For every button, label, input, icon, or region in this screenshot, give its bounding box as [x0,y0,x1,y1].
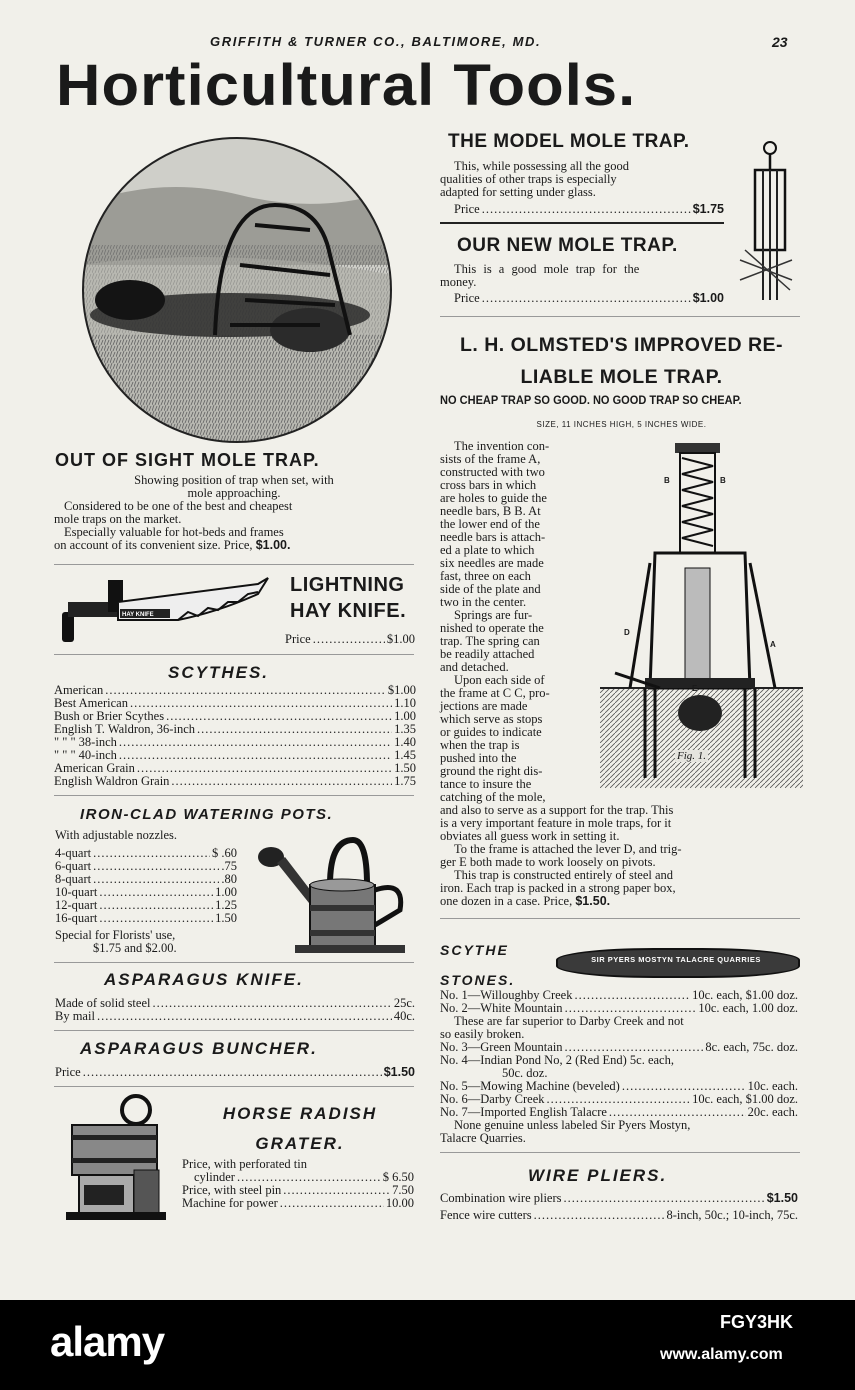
item-price: 1.00 [215,885,237,899]
item-name: Price, with perforated tin [182,1157,307,1171]
divider [54,795,414,796]
alamy-logo: alamy [50,1318,165,1365]
horse-radish-title [190,1099,410,1159]
olmsted-narrow-text [440,440,595,804]
item-price: 1.40 [394,735,416,749]
divider [440,1152,800,1153]
leader-dots [166,710,392,723]
leader-dots [99,912,213,925]
wire-pliers-title: WIRE PLIERS. [528,1166,668,1185]
olmsted-last-text: one dozen in a case. Price, [440,894,573,908]
stones-line: No. 4—Indian Pond No, 2 (Red End) 5c. each, [440,1053,674,1067]
olmsted-text-line: pushed into the [440,751,517,765]
olmsted-text-line: needle bars is attach- [440,530,546,544]
item-price: 1.75 [394,774,416,788]
olmsted-text-line: To the frame is attached the lever D, and trig- [454,842,682,856]
olmsted-text-line: when the trap is [440,738,520,752]
olmsted-text-line: needle bars, B B. At [440,504,541,518]
image-code: FGY3HK [720,1312,794,1332]
model-trap-desc [440,160,725,199]
out-of-sight-line: Showing position of trap when set, with [134,473,334,487]
out-of-sight-line [54,539,414,552]
stones-group [440,1080,798,1119]
olmsted-label-b-right: B [720,476,726,485]
model-trap-desc-line: qualities of other traps is especially [440,172,617,186]
item-name: 10-quart [55,885,98,899]
asparagus-knife-row [55,1010,415,1023]
olmsted-label-d: D [624,628,630,637]
item-price: $1.00 [387,683,416,697]
watering-pots-title: IRON-CLAD WATERING POTS. [80,806,334,823]
leader-dots [283,1184,390,1197]
model-trap-price: $1.75 [692,202,724,216]
asparagus-buncher-price: $1.50 [383,1065,415,1079]
scythe-stone-label: SIR PYERS MOSTYN TALACRE QUARRIES [591,955,761,964]
out-of-sight-line: mole approaching. [187,486,281,500]
leader-dots [119,736,392,749]
olmsted-price: $1.50. [575,894,611,908]
olmsted-text-line: nished to operate the [440,621,544,635]
divider [54,1086,414,1087]
new-trap-desc [440,263,725,289]
item-name: No. 2—White Mountain [440,1001,563,1015]
asparagus-knife-title: ASPARAGUS KNIFE. [104,970,304,989]
watering-can-illustration [255,835,410,957]
item-name: 4-quart [55,846,92,860]
new-trap-price: $1.00 [692,291,724,305]
item-price: 40c. [393,1009,415,1023]
out-of-sight-price-text: on account of its convenient size. Price, [54,538,253,552]
olmsted-title-line: LIABLE MOLE TRAP. [520,366,723,388]
item-name: Machine for power [182,1196,278,1210]
item-name: English Waldron Grain [54,774,170,788]
divider [54,962,414,963]
olmsted-text-line: six needles are made [440,556,544,570]
page-number: 23 [772,34,788,50]
new-trap-price-row [454,292,724,305]
hay-knife-blade-text: HAY KNIFE [122,612,154,618]
olmsted-size: SIZE, 11 INCHES HIGH, 5 INCHES WIDE. [536,420,707,429]
item-price: 1.00 [394,709,416,723]
watering-list [55,847,237,925]
model-trap-price-row [454,203,724,216]
watering-pot-row [55,912,237,925]
olmsted-text-line: the frame at C C, pro- [440,686,550,700]
item-price: 1.50 [394,761,416,775]
leader-dots [137,762,392,775]
item-price: 1.50 [215,911,237,925]
fence-cutters-name: Fence wire cutters [440,1208,532,1222]
item-price: .75 [221,859,237,873]
olmsted-text-line: The invention con- [454,439,550,453]
item-price: 7.50 [392,1183,414,1197]
watering-special-line: Special for Florists' use, [55,928,176,942]
watermark-footer [0,1300,855,1390]
olmsted-text-line: jections are made [440,699,528,713]
leader-dots [93,860,219,873]
wire-pliers-row [440,1192,798,1205]
olmsted-text-line: tance to insure the [440,777,532,791]
olmsted-text-line: constructed with two [440,465,545,479]
divider [440,222,724,224]
item-name: American Grain [54,761,135,775]
out-of-sight-line: Considered to be one of the best and cheapest [64,499,293,513]
olmsted-title [440,329,803,393]
olmsted-label-e: E [692,684,698,693]
watering-special [55,929,177,955]
leader-dots [197,723,392,736]
asparagus-buncher-price-row [55,1066,415,1079]
olmsted-mole-trap-illustration [600,438,803,788]
scythe-stones-title-line: STONES. [440,972,516,988]
out-of-sight-trap-illustration [80,135,394,445]
olmsted-text-line: two in the center. [440,595,527,609]
item-price: 1.25 [215,898,237,912]
leader-dots [152,997,391,1010]
olmsted-text-line: are holes to guide the [440,491,547,505]
horse-radish-title-line: HORSE RADISH [222,1104,378,1123]
watering-subtitle: With adjustable nozzles. [55,828,178,842]
item-price: 10.00 [385,1196,414,1210]
leader-dots [574,989,690,1002]
item-price: 1.10 [394,696,416,710]
item-name: No. 7—Imported English Talacre [440,1105,607,1119]
divider [54,1030,414,1031]
olmsted-slogan: NO CHEAP TRAP SO GOOD. NO GOOD TRAP SO CHEAP. [440,393,742,407]
item-price: $ .60 [212,846,237,860]
olmsted-text-line: sists of the frame A, [440,452,541,466]
stones-line: 50c. doz. [502,1066,548,1080]
olmsted-text-line: Upon each side of [454,673,545,687]
leader-dots [280,1197,384,1210]
hay-knife-price: $1.00 [386,632,415,646]
scythes-list [54,684,416,788]
item-price: 20c. each. [747,1105,798,1119]
new-trap-price-label: Price [454,291,480,305]
item-name: Bush or Brier Scythes [54,709,165,723]
scythe-stones-title [440,935,515,995]
item-name: " " " 38-inch [54,735,117,749]
hay-knife-price-label: Price [285,632,311,646]
olmsted-wide-text [440,804,800,895]
item-name: English T. Waldron, 36-inch [54,722,195,736]
olmsted-text-line: be readily attached [440,647,535,661]
hay-knife-illustration [58,572,273,647]
item-price: .80 [221,872,237,886]
item-name: 16-quart [55,911,98,925]
divider [54,564,414,565]
item-name: No. 5—Mowing Machine (beveled) [440,1079,620,1093]
olmsted-label-a: A [770,640,776,649]
scythe-stones-list [440,989,798,1145]
new-trap-desc-line: This is a good mole trap for the [454,262,640,276]
asparagus-buncher-price-label: Price [55,1065,81,1079]
item-name: Made of solid steel [55,996,151,1010]
asparagus-buncher-title: ASPARAGUS BUNCHER. [80,1039,318,1058]
olmsted-text-line: ed a plate to which [440,543,535,557]
olmsted-figure-label: Fig. 1. [677,750,707,762]
leader-dots [99,899,213,912]
olmsted-text-line: and also to serve as a support for the trap. This [440,803,674,817]
scythe-row [54,775,416,788]
item-name: Price, with steel pin [182,1183,282,1197]
olmsted-text-line: This trap is constructed entirely of steel and [454,868,674,882]
leader-dots [119,749,392,762]
asparagus-knife-list [55,997,415,1023]
olmsted-text-line: which serve as stops [440,712,543,726]
olmsted-text-line: cross bars in which [440,478,537,492]
hay-knife-title [290,572,406,624]
fence-cutters-row [440,1209,798,1222]
olmsted-text-line: is a very important feature in mole traps, for it [440,816,672,830]
new-trap-title: OUR NEW MOLE TRAP. [457,235,678,256]
out-of-sight-desc [54,474,414,552]
olmsted-label-b-left: B [664,476,670,485]
running-header: GRIFFITH & TURNER CO., BALTIMORE, MD. [210,34,542,49]
out-of-sight-title: OUT OF SIGHT MOLE TRAP. [55,450,320,470]
divider [440,918,800,919]
new-trap-desc-line: money. [440,275,477,289]
alamy-site: www.alamy.com [660,1346,783,1363]
olmsted-text-line: obviates all guess work in setting it. [440,829,620,843]
stones-genuine-line: Talacre Quarries. [440,1131,526,1145]
olmsted-text-line: iron. Each trap is packed in a strong paper box, [440,881,676,895]
wire-pliers-name: Combination wire pliers [440,1191,562,1205]
olmsted-text-line: ground the right dis- [440,764,543,778]
item-price: 10c. each, $1.00 doz. [692,1092,798,1106]
fence-cutters-price: 8-inch, 50c.; 10-inch, 75c. [666,1208,798,1222]
horse-radish-list [182,1158,414,1210]
leader-dots [93,873,219,886]
item-name: 12-quart [55,898,98,912]
model-trap-desc-line: This, while possessing all the good [454,159,629,173]
olmsted-text-line: catching of the mole, [440,790,546,804]
watering-special-line: $1.75 and $2.00. [93,941,177,955]
olmsted-text-line: and detached. [440,660,509,674]
item-price: 1.35 [394,722,416,736]
stones-note-line: These are far superior to Darby Creek and not [454,1014,684,1028]
hay-knife-title-line: HAY KNIFE. [290,600,407,622]
item-name: 8-quart [55,872,92,886]
item-price: 25c. [393,996,415,1010]
page-title: Horticultural Tools. [56,53,637,118]
horse-radish-grater-illustration [64,1090,169,1222]
olmsted-text-line: fast, three on each [440,569,531,583]
olmsted-text-line: ger E both made to work loosely on pivots. [440,855,656,869]
item-price: 10c. each. [747,1079,798,1093]
scythes-title: SCYTHES. [168,663,270,682]
stones-genuine-line: None genuine unless labeled Sir Pyers Mostyn, [454,1118,691,1132]
out-of-sight-line: Especially valuable for hot-beds and frames [64,525,284,539]
hay-knife-price-row [285,633,415,646]
horse-radish-title-line: GRATER. [255,1134,345,1153]
item-price: 10c. each, $1.00 doz. [692,988,798,1002]
item-name: No. 6—Darby Creek [440,1092,545,1106]
item-name: No. 3—Green Mountain [440,1040,563,1054]
olmsted-text-line: or guides to indicate [440,725,542,739]
model-trap-title: THE MODEL MOLE TRAP. [448,131,690,152]
olmsted-text-line: side of the plate and [440,582,541,596]
olmsted-text-line: Springs are fur- [454,608,533,622]
stones-note-line: so easily broken. [440,1027,525,1041]
olmsted-last-line [440,895,610,908]
item-price: $ 6.50 [382,1170,414,1184]
divider [54,654,414,655]
item-name: By mail [55,1009,95,1023]
leader-dots [99,886,213,899]
asparagus-knife-row [55,997,415,1010]
leader-dots [130,697,392,710]
out-of-sight-line: mole traps on the market. [54,512,182,526]
leader-dots [97,1010,392,1023]
item-name: 6-quart [55,859,92,873]
item-name: " " " 40-inch [54,748,117,762]
model-trap-desc-line: adapted for setting under glass. [440,185,596,199]
item-name: No. 1—Willoughby Creek [440,988,573,1002]
olmsted-text-line: trap. The spring can [440,634,540,648]
item-price: 8c. each, 75c. doz. [705,1040,798,1054]
item-price: 10c. each, 1.00 doz. [698,1001,798,1015]
leader-dots [105,684,386,697]
scythe-stones-title-line: SCYTHE [440,942,509,958]
olmsted-text-line: the lower end of the [440,517,540,531]
leader-dots [93,847,210,860]
out-of-sight-price: $1.00. [255,538,291,552]
hay-knife-title-line: LIGHTNING [290,574,405,596]
item-name: American [54,683,104,697]
stones-group [440,989,798,1015]
model-trap-price-label: Price [454,202,480,216]
model-mole-trap-illustration [735,140,797,305]
item-name: cylinder [194,1170,235,1184]
olmsted-title-line: L. H. OLMSTED'S IMPROVED RE- [459,334,784,356]
grater-row [182,1197,414,1210]
item-price: 1.45 [394,748,416,762]
item-name: Best American [54,696,128,710]
wire-pliers-price: $1.50 [766,1191,798,1205]
divider [440,316,800,317]
leader-dots [171,775,392,788]
